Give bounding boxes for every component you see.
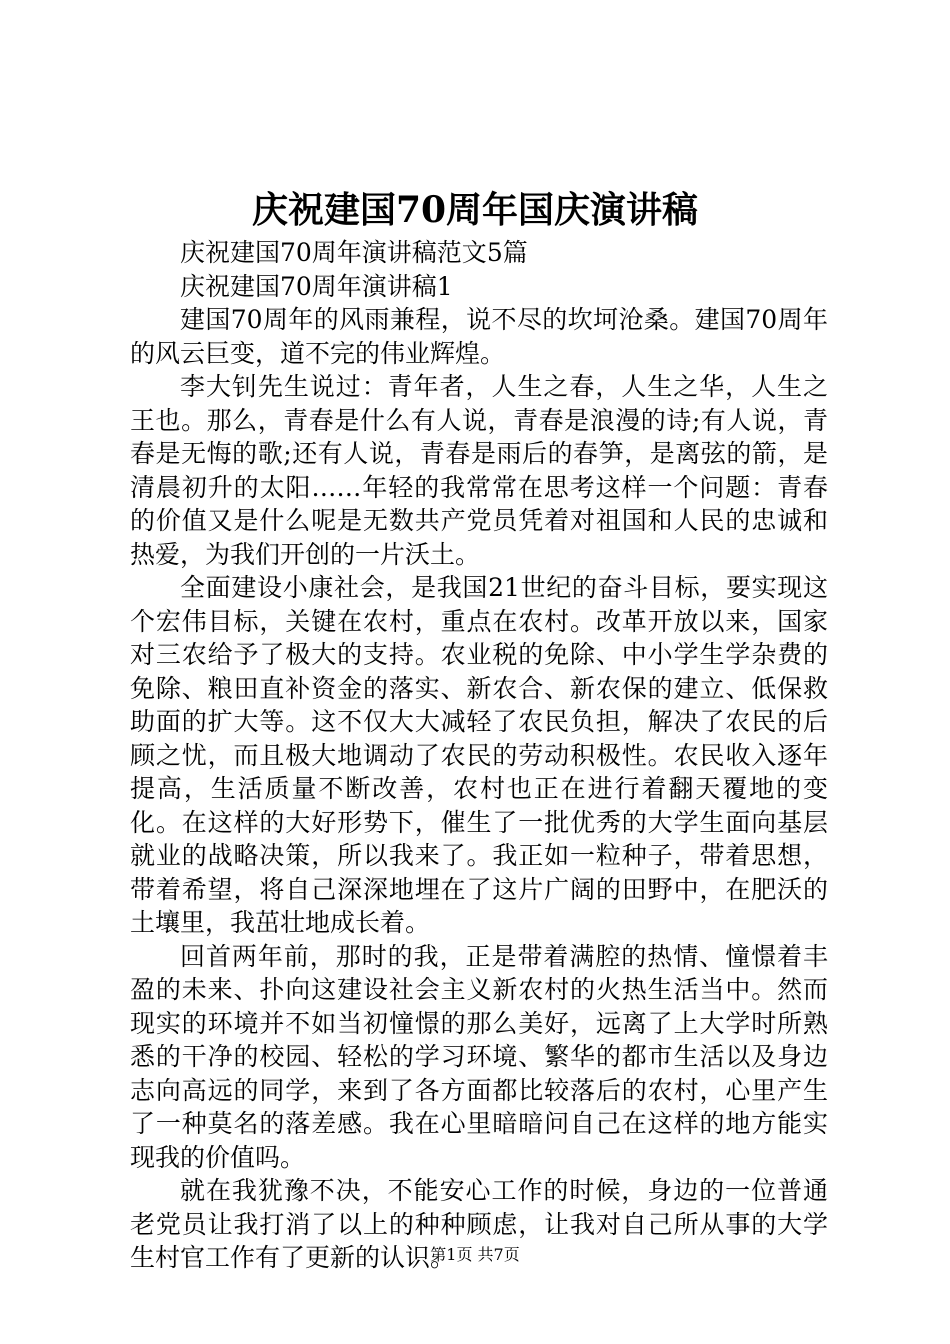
paragraph: 回首两年前，那时的我，正是带着满腔的热情、憧憬着丰盈的未来、扑向这建设社会主义新农村的火热生活当中。然而现实的环境并不如当初憧憬的那么美好，远离了上大学时所熟悉的干净的校园、轻松的学习环境、繁华的都市生活以及身边志向高远的同学，来到了各方面都比较落后的农村，心里产生了一种莫名的落差感。我在心里暗暗问自己在这样的地方能实现我的价值吗。: [130, 941, 828, 1172]
paragraph: 全面建设小康社会，是我国21世纪的奋斗目标，要实现这个宏伟目标，关键在农村，重点在农村。改革开放以来，国家对三农给予了极大的支持。农业税的免除、中小学生学杂费的免除、粮田直补资金的落实、新农合、新农保的建立、低保救助面的扩大等。这不仅大大减轻了农民负担，解决了农民的后顾之忧，而且极大地调动了农民的劳动积极性。农民收入逐年提高，生活质量不断改善，农村也正在进行着翻天覆地的变化。在这样的大好形势下，催生了一批优秀的大学生面向基层就业的战略决策，所以我来了。我正如一粒种子，带着思想，带着希望，将自己深深地埋在了这片广阔的田野中，在肥沃的土壤里，我茁壮地成长着。: [130, 573, 828, 937]
paragraph: 就在我犹豫不决，不能安心工作的时候，身边的一位普通老党员让我打消了以上的种种顾虑，让我对自己所从事的大学生村官工作有了更新的认识。: [130, 1176, 828, 1272]
paragraph-subtitle: 庆祝建国70周年演讲稿范文5篇: [180, 238, 528, 267]
paragraph: 建国70周年的风雨兼程，说不尽的坎坷沧桑。建国70周年的风云巨变，道不完的伟业辉煌。: [130, 305, 828, 368]
document-body: [130, 236, 828, 1275]
document-title: 庆祝建国70周年国庆演讲稿: [251, 189, 699, 231]
paragraph: 李大钊先生说过：青年者，人生之春，人生之华，人生之王也。那么，青春是什么有人说，青春是浪漫的诗;有人说，青春是无悔的歌;还有人说，青春是雨后的春笋，是离弦的箭，是清晨初升的太阳……年轻的我常常在思考这样一个问题：青春的价值又是什么呢是无数共产党员凭着对祖国和人民的忠诚和热爱，为我们开创的一片沃土。: [130, 372, 828, 569]
page-footer: 第1页 共7页: [430, 1245, 520, 1264]
paragraph-section-heading: 庆祝建国70周年演讲稿1: [180, 271, 453, 301]
